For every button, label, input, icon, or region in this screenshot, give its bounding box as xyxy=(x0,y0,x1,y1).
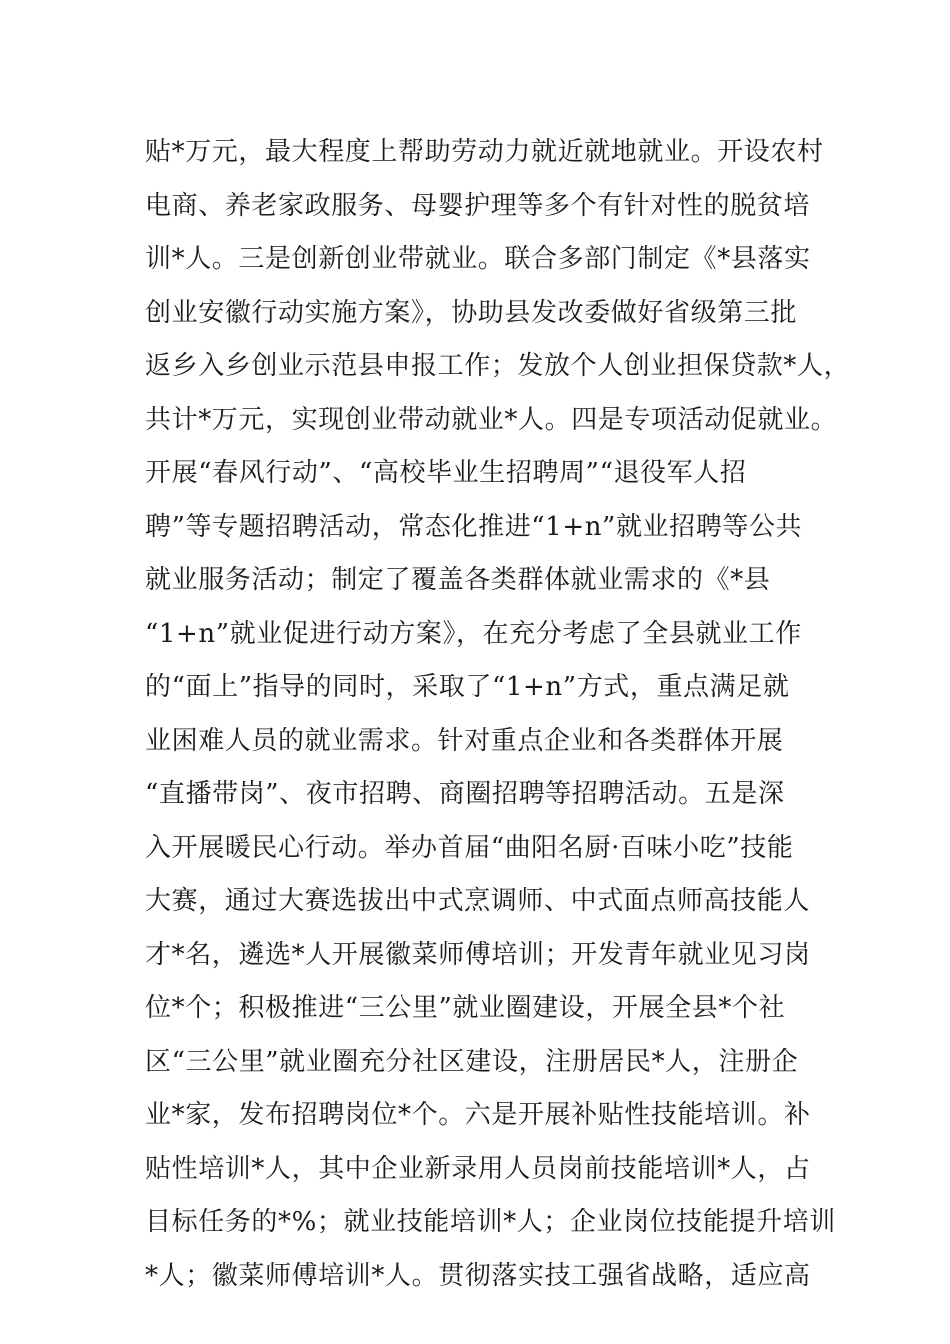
text-line-13: “直播带岗”、夜市招聘、商圈招聘等招聘活动。五是深 xyxy=(145,779,785,809)
text-line-12: 业困难人员的就业需求。针对重点企业和各类群体开展 xyxy=(145,725,784,756)
text-line-21: 目标任务的*%；就业技能培训*人；企业岗位技能提升培训 xyxy=(145,1207,836,1237)
text-line-18: 区“三公里”就业圈充分社区建设，注册居民*人，注册企 xyxy=(145,1046,799,1077)
text-line-10: “1+n”就业促进行动方案》，在充分考虑了全县就业工作 xyxy=(145,618,802,649)
text-line-17: 位*个；积极推进“三公里”就业圈建设，开展全县*个社 xyxy=(145,993,786,1023)
text-line-6: 共计*万元，实现创业带动就业*人。四是专项活动促就业。 xyxy=(145,404,838,435)
text-line-7: 开展“春风行动”、“高校毕业生招聘周”“退役军人招 xyxy=(145,458,747,488)
text-line-11: 的“面上”指导的同时，采取了“1+n”方式，重点满足就 xyxy=(145,672,790,702)
text-line-8: 聘”等专题招聘活动，常态化推进“1+n”就业招聘等公共 xyxy=(145,511,803,542)
text-line-9: 就业服务活动；制定了覆盖各类群体就业需求的《*县 xyxy=(145,565,771,595)
text-line-22: *人；徽菜师傅培训*人。贯彻落实技工强省战略，适应高 xyxy=(145,1260,811,1291)
body-paragraph xyxy=(145,126,851,1303)
text-line-5: 返乡入乡创业示范县申报工作；发放个人创业担保贷款*人， xyxy=(145,351,851,381)
text-line-3: 训*人。三是创新创业带就业。联合多部门制定《*县落实 xyxy=(145,244,811,274)
text-line-15: 大赛，通过大赛选拔出中式烹调师、中式面点师高技能人 xyxy=(145,886,811,916)
text-line-20: 贴性培训*人，其中企业新录用人员岗前技能培训*人，占 xyxy=(145,1153,811,1184)
text-line-4: 创业安徽行动实施方案》，协助县发改委做好省级第三批 xyxy=(145,297,798,328)
text-line-14: 入开展暖民心行动。举办首届“曲阳名厨·百味小吃”技能 xyxy=(145,832,794,863)
text-line-19: 业*家，发布招聘岗位*个。六是开展补贴性技能培训。补 xyxy=(145,1100,811,1130)
text-line-1: 贴*万元，最大程度上帮助劳动力就近就地就业。开设农村 xyxy=(145,137,824,167)
text-line-2: 电商、养老家政服务、母婴护理等多个有针对性的脱贫培 xyxy=(145,190,811,221)
text-line-16: 才*名，遴选*人开展徽菜师傅培训；开发青年就业见习岗 xyxy=(145,939,811,970)
